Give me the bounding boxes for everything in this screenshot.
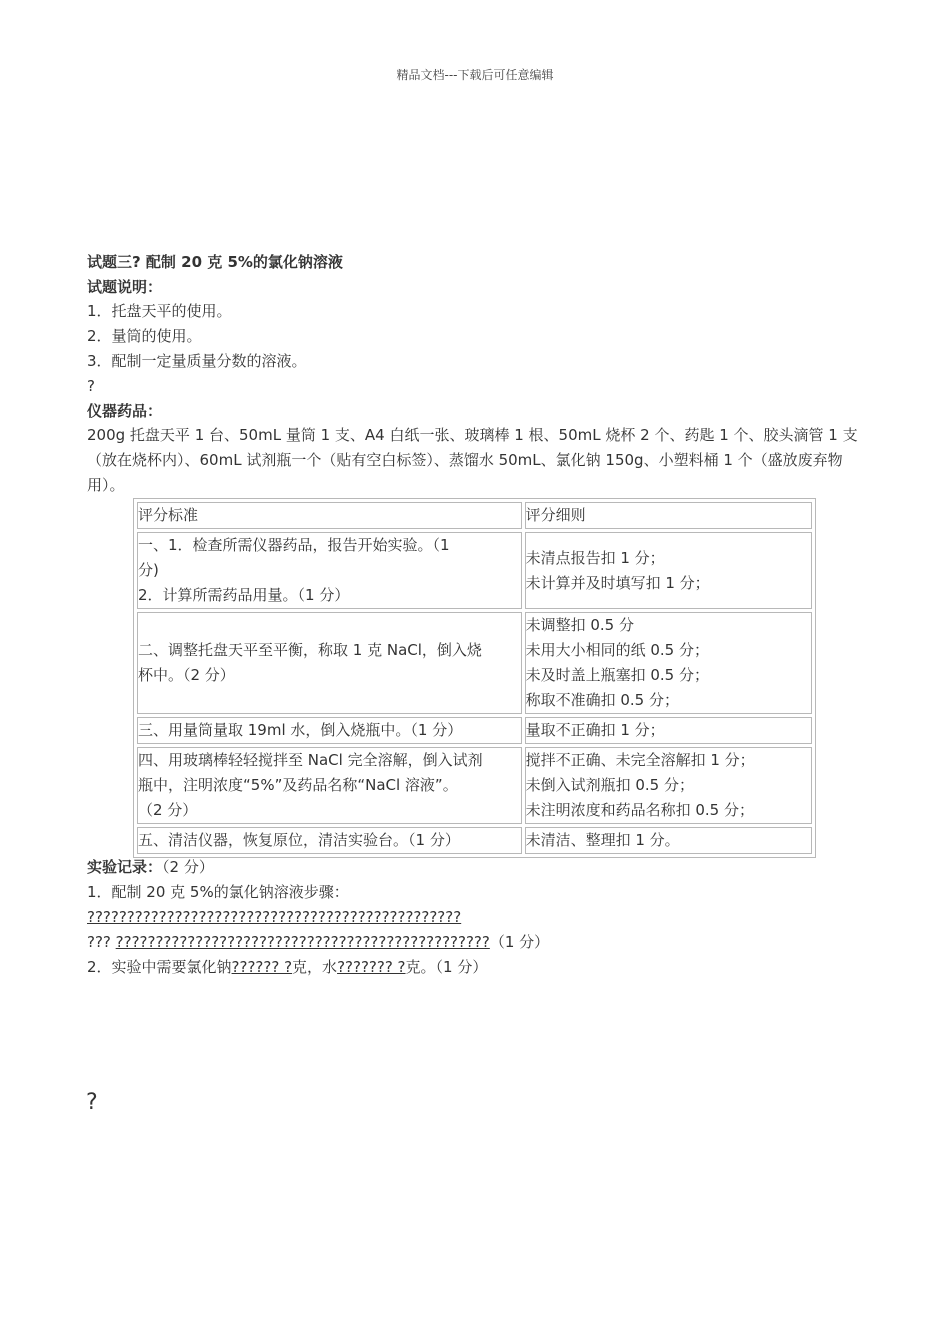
table-header-cell: 评分标准 bbox=[137, 502, 522, 529]
equipment-text: 200g 托盘天平 1 台、50mL 量筒 1 支、A4 白纸一张、玻璃棒 1 根、50mL 烧杯 2 个、药匙 1 个、胶头滴管 1 支（放在烧杯内）、60mL 试剂瓶一个（贴有空白标签）、蒸馏水 50mL、氯化钠 150g、小塑料桶 1 个（盛放废弃物用）。 bbox=[87, 426, 858, 494]
blank-prefix: ??? bbox=[87, 933, 116, 951]
rule-cell: 未清洁、整理扣 1 分。 bbox=[525, 827, 812, 854]
standard-cell: 四、用玻璃棒轻轻搅拌至 NaCl 完全溶解，倒入试剂 瓶中，注明浓度“5%”及药品名称“NaCl 溶液”。 （2 分） bbox=[137, 747, 522, 824]
answer-blank-line bbox=[87, 907, 461, 927]
standard-cell: 三、用量筒量取 19ml 水，倒入烧瓶中。（1 分） bbox=[137, 717, 522, 744]
record-item-2 bbox=[87, 957, 487, 977]
table-row bbox=[137, 747, 812, 824]
answer-blank-line bbox=[87, 932, 549, 952]
table-row bbox=[137, 717, 812, 744]
record-heading: 实验记录： bbox=[87, 858, 163, 876]
answer-blank[interactable]: ??????????????????????????????????????????????? bbox=[115, 933, 490, 951]
rule-cell: 未调整扣 0.5 分 未用大小相同的纸 0.5 分； 未及时盖上瓶塞扣 0.5 分； 称取不准确扣 0.5 分； bbox=[525, 612, 812, 714]
description-item: 1．托盘天平的使用。 bbox=[87, 302, 232, 320]
record-heading-line bbox=[87, 857, 214, 877]
page-header: 精品文档---下载后可任意编辑 bbox=[396, 68, 554, 82]
standard-cell: 五、清洁仪器，恢复原位，清洁实验台。（1 分） bbox=[137, 827, 522, 854]
bottom-question-mark: ? bbox=[86, 1090, 98, 1115]
blank-score: （1 分） bbox=[489, 933, 550, 951]
item2-text: 克，水 bbox=[292, 958, 338, 976]
description-item: 3．配制一定量质量分数的溶液。 bbox=[87, 352, 307, 370]
answer-blank[interactable]: ??????????????????????????????????????????????? bbox=[87, 908, 462, 926]
table-row bbox=[137, 612, 812, 714]
table-row bbox=[137, 532, 812, 609]
table-row bbox=[137, 827, 812, 854]
standard-cell: 二、调整托盘天平至平衡，称取 1 克 NaCl，倒入烧 杯中。（2 分） bbox=[137, 612, 522, 714]
nacl-blank[interactable]: ?????? ? bbox=[231, 958, 293, 976]
scoring-table bbox=[133, 498, 816, 858]
description-item: 2．量筒的使用。 bbox=[87, 327, 202, 345]
standard-cell: 一、1．检查所需仪器药品，报告开始实验。（1 分) 2．计算所需药品用量。（1 分） bbox=[137, 532, 522, 609]
water-blank[interactable]: ??????? ? bbox=[337, 958, 406, 976]
record-score: （2 分） bbox=[162, 858, 214, 876]
question-title: 试题三? 配制 20 克 5%的氯化钠溶液 bbox=[87, 253, 343, 271]
item2-text: 克。（1 分） bbox=[405, 958, 488, 976]
description-heading: 试题说明： bbox=[87, 278, 163, 296]
question-mark: ? bbox=[87, 377, 95, 395]
equipment-heading: 仪器药品： bbox=[87, 402, 163, 420]
rule-cell: 量取不正确扣 1 分； bbox=[525, 717, 812, 744]
table-header-cell: 评分细则 bbox=[525, 502, 812, 529]
rule-cell: 未清点报告扣 1 分； 未计算并及时填写扣 1 分； bbox=[525, 532, 812, 609]
table-header-row bbox=[137, 502, 812, 529]
record-item-1: 1．配制 20 克 5%的氯化钠溶液步骤： bbox=[87, 883, 349, 901]
item2-text: 2．实验中需要氯化钠 bbox=[87, 958, 232, 976]
rule-cell: 搅拌不正确、未完全溶解扣 1 分； 未倒入试剂瓶扣 0.5 分； 未注明浓度和药品名称扣 0.5 分； bbox=[525, 747, 812, 824]
